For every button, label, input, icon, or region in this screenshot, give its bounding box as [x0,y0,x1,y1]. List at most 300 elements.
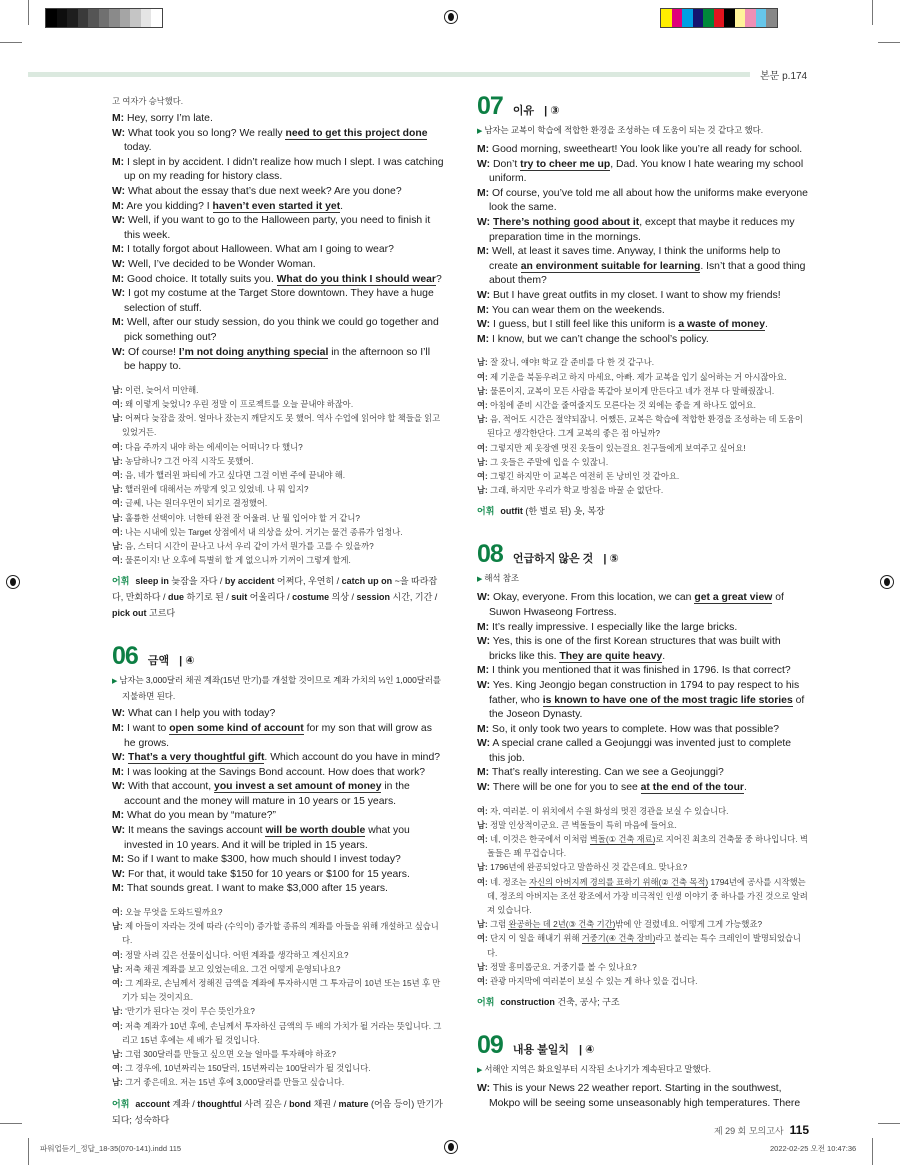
dialogue-line [112,185,444,200]
dialogue-line [477,143,809,158]
line-text: 그렇긴 하지만 이 교복은 여전히 돈 낭비인 것 같아요. [490,470,680,481]
vocab-meaning: (어음 등이) 만기가 되다; 성숙하다 [112,1098,443,1125]
dialogue-line [477,1082,809,1111]
dialogue-line [477,781,809,796]
vocab-label: 어휘 [112,1098,130,1109]
color-swatch [151,9,162,27]
question-type: 이유 [512,105,535,117]
speaker-label: 여: [112,526,123,537]
vocab-term: outfit [500,506,523,517]
color-swatch [57,9,68,27]
dialogue-line [477,723,809,738]
key-phrase: is known to have one of the most tragic life stories [542,694,793,706]
dialogue-line [477,832,809,860]
q05-intro: 고 여자가 승낙했다. [112,96,184,106]
line-text: 물론이지! 난 오후에 특별히 할 게 없으니까 기꺼이 그렇게 할게. [125,555,351,566]
vocab-term: session [356,592,391,603]
speaker-label: 남: [112,384,123,395]
line-text: But I have great outfits in my closet. I want to show my friends! [492,289,781,301]
color-swatch [766,9,777,27]
line-text: 음, 스터디 시간이 끝나고 나서 우리 같이 가서 뭔가를 고를 수 있을까? [125,540,374,551]
q06-translation [112,905,444,1090]
color-swatch [735,9,746,27]
speaker-label: 여: [112,907,123,918]
vocab-meaning: ~을 따라잡다, 만회하다 / [112,576,438,603]
line-text: 물론이지, 교복이 모든 사람을 똑같아 보이게 만든다고 네가 전부 다 말해줬잖니. [490,385,775,396]
speaker-label: W: [112,752,126,764]
line-text: ‘만기가 된다’는 것이 무슨 뜻인가요? [125,1006,255,1017]
line-text: What about the essay that’s due next week? Are you done? [127,185,402,197]
key-phrase: 벽돌(① 건축 재료) [589,834,656,845]
line-text: I slept in by accident. I didn’t realize how much I slept. I was catching up on my reading for history class. [124,156,444,183]
speaker-label: M: [112,854,125,866]
q07-vocab [477,503,809,519]
dialogue-line [477,455,809,469]
dialogue-line [112,127,444,156]
speaker-label: W: [477,592,491,604]
dialogue-line [112,411,444,439]
vocab-meaning: 하기로 된 / [184,592,232,603]
dialogue-line [477,960,809,974]
slug-file: 파워업듣기_정답_18-35(070-141).indd 115 [40,1144,182,1153]
q08-translation [477,804,809,989]
dialogue-line [477,679,809,723]
speaker-label: 남: [477,819,488,830]
dialogue-line [112,809,444,824]
speaker-label: M: [477,621,490,633]
dialogue-line [477,333,809,348]
dialogue-line [112,722,444,751]
dialogue-line [112,766,444,781]
dialogue-line [112,1004,444,1018]
q09-section [477,1030,809,1078]
color-swatch [703,9,714,27]
speaker-label: M: [112,883,125,895]
line-text: 그럼 [490,919,509,930]
line-text: 단지 이 일을 해내기 위해 [490,933,582,944]
left-column [112,94,444,1128]
crop-mark [28,1138,29,1165]
explanation: ▶ 해석 참조 [477,571,809,587]
speaker-label: M: [477,665,490,677]
explanation: ▶ 서해안 지역은 화요일부터 시작된 소나기가 계속된다고 말했다. [477,1062,809,1078]
speaker-label: 여: [477,976,488,987]
color-swatch [714,9,725,27]
dialogue-line [112,511,444,525]
q05-dialogue [112,112,444,375]
key-phrase: There’s nothing good about it [492,216,640,228]
dialogue-line [112,525,444,539]
line-text: Well, at least it saves time. Anyway, I think the uniforms help to create [489,246,781,272]
crop-mark [872,1138,873,1165]
vocab-meaning: (한 벌로 된) 옷, 복장 [522,506,605,517]
dialogue-line [477,875,809,918]
color-swatch [756,9,767,27]
line-text: This is your News 22 weather report. Starting in the southwest, Mokpo will be seeing some unseasonably high temperatures. There [489,1083,801,1109]
line-text: 밖에 안 걸렸네요. 어떻게 그게 가능했죠? [615,919,763,930]
line-text: I want to [127,722,170,734]
line-text: 왜 이렇게 늦었니? 우린 정말 이 프로젝트를 오늘 끝내야 하잖아. [125,398,354,409]
question-type: 언급하지 않은 것 [512,553,594,566]
color-swatch [661,9,672,27]
speaker-label: 남: [477,485,488,496]
key-phrase: a waste of money [678,319,765,331]
speaker-label: 남: [477,862,488,873]
dialogue-line [112,468,444,482]
speaker-label: W: [112,868,126,880]
dialogue-line [112,824,444,853]
line-text: . [743,782,747,794]
dialogue-line [477,187,809,216]
dialogue-line [477,860,809,874]
speaker-label: M: [112,722,125,734]
crop-mark [872,0,873,25]
line-text: 자, 여러분. 이 위치에서 수원 화성의 멋진 경관을 보실 수 있습니다. [490,805,729,816]
dialogue-line [477,318,809,333]
line-text: What can I help you with today? [127,708,276,720]
vocab-meaning: 고르다 [146,608,176,619]
line-text: 오늘 무엇을 도와드릴까요? [125,907,223,918]
line-text: , Dad. You know I hate wearing my school uniform. [489,158,804,185]
speaker-label: 여: [112,949,123,960]
dialogue-line [112,156,444,185]
speaker-label: 여: [477,876,488,887]
dialogue-line [112,200,444,215]
line-text: 훌륭한 선택이야. 너한테 완전 잘 어울려. 난 뭘 입어야 할 거 같니? [125,512,361,523]
speaker-label: M: [477,144,490,155]
answer: | ⑤ [603,553,619,566]
crop-mark [28,0,29,25]
speaker-label: M: [477,304,490,316]
speaker-label: 여: [112,1063,123,1074]
dialogue-line [112,976,444,1004]
q09-dialogue [477,1082,809,1111]
speaker-label: 남: [112,921,123,932]
line-text: in the account and the money will mature in 10 years or 15 years. [124,781,410,807]
q05-translation [112,383,444,568]
dialogue-line [112,258,444,273]
dialogue-line [112,214,444,243]
line-text: . Which account do you have in mind? [264,752,441,764]
line-text: I totally forgot about Halloween. What am I going to wear? [127,244,394,256]
line-text: 제 기운을 북돋우려고 하지 마세요, 아빠. 제가 교복을 입기 싫어하는 거 아시잖아요. [490,371,787,382]
registration-mark-icon [444,1140,458,1154]
dialogue-line [112,707,444,722]
color-swatch [109,9,120,27]
line-text: 그래, 하지만 우리가 학교 방침을 바꿀 순 없단다. [490,485,664,496]
speaker-label: M: [112,810,125,822]
page-reference: 본문 p.174 [760,71,808,82]
line-text: 정말 흥미롭군요. 거중기를 볼 수 있나요? [490,961,637,972]
key-phrase: try to cheer me up [520,158,611,170]
speaker-label: 여: [477,805,488,816]
speaker-label: W: [112,127,126,139]
answer: | ③ [544,105,560,117]
speaker-label: M: [477,187,490,199]
slug-date: 2022-02-25 오전 10:47:36 [770,1144,857,1153]
question-type: 금액 [147,655,170,668]
line-text: 농담하니? 그건 아직 시작도 못했어. [125,455,254,466]
speaker-label: 남: [477,357,488,368]
dialogue-line [112,397,444,411]
line-text: It’s really impressive. I especially like the large bricks. [492,621,738,633]
dialogue-line [112,919,444,947]
speaker-label: W: [477,216,491,228]
speaker-label: 남: [477,961,488,972]
speaker-label: W: [112,781,126,793]
line-text: 아침에 준비 시간을 줄여줄지도 모른다는 것 외에는 좋을 게 하나도 없어요. [490,399,756,410]
q08-section [477,539,809,587]
line-text: ? [435,273,442,285]
line-text: of the Joseon Dynasty. [489,694,805,721]
dialogue-line [477,370,809,384]
dialogue-line [112,440,444,454]
vocab-term: pick out [112,608,147,619]
dialogue-line [477,635,809,664]
dialogue-line [112,539,444,553]
right-column [477,91,809,1137]
line-text: 잘 잤니, 얘야! 학교 갈 준비를 다 한 것 같구나. [490,357,655,368]
line-text: in the afternoon so I’ll be happy to. [124,346,431,373]
dialogue-line [112,1019,444,1047]
line-text: Of course! [127,346,179,358]
line-text: You can wear them on the weekends. [491,304,665,316]
speaker-label: 여: [112,978,123,989]
color-swatch [724,9,735,27]
speaker-label: 여: [477,399,488,410]
vocab-meaning: 채권 / [311,1098,339,1109]
line-text: 라고 불리는 특수 크레인이 발명되었습니다. [487,933,801,958]
key-phrase: haven’t even started it yet [212,200,341,212]
color-swatch [745,9,756,27]
q08-vocab [477,994,809,1010]
dialogue-line [112,780,444,809]
line-text: today. [124,142,152,154]
q08-dialogue [477,591,809,795]
line-text: of Suwon Hwaseong Fortress. [489,592,784,618]
key-phrase: need to get this project done [285,127,428,139]
color-swatch [120,9,131,27]
speaker-label: W: [112,346,126,358]
line-text: Hey, sorry I’m late. [127,113,213,124]
dialogue-line [112,273,444,288]
line-text: Well, after our study session, do you think we could go together and pick something out? [124,317,439,343]
vocab-term: due [167,592,184,603]
line-text: 음, 적어도 시간은 절약되잖니. 어쨌든, 교복은 학습에 적합한 환경을 조성하는 데 도움이 된다고 생각한단다. 그게 교복의 좋은 점 아닐까? [487,414,803,439]
line-text: A special crane called a Geojunggi was invented just to complete this job. [489,738,792,764]
key-phrase: an environment suitable for learning [520,260,701,272]
vocab-meaning: 늦잠을 자다 / [168,576,225,587]
dialogue-line [477,591,809,620]
speaker-label: W: [477,679,491,691]
line-text: It means the savings account [127,825,266,837]
crop-mark [0,42,22,43]
dialogue-line [112,1047,444,1061]
line-text: 그렇지만 제 옷장엔 멋진 옷들이 있는걸요. 친구들에게 보여주고 싶어요! [490,442,746,453]
speaker-label: 남: [477,385,488,396]
line-text: 저축 계좌가 10년 후에, 손님께서 투자하신 금액의 두 배의 가치가 될 거라는 뜻입니다. 그리고 15년 후에는 세 배가 될 것입니다. [122,1020,442,1045]
speaker-label: W: [112,185,126,197]
line-text: 다음 주까지 내야 하는 에세이는 어떠니? 다 했니? [125,441,303,452]
dialogue-line [477,158,809,187]
line-text: 음, 네가 핼러윈 파티에 가고 싶다면 그걸 이번 주에 끝내야 해. [125,469,346,480]
line-text: for my son that will grow as he grows. [124,722,432,749]
explanation: ▶ 남자는 3,000달러 채권 계좌(15년 만기)를 개설할 것이므로 계좌 가치의 ⅓인 1,000달러를 지불하면 된다. [112,673,444,703]
line-text: Well, I’ve decided to be Wonder Woman. [127,258,316,270]
question-heading [477,539,809,569]
vocab-label: 어휘 [112,576,130,587]
question-heading [477,1030,809,1060]
question-heading [112,641,444,671]
line-text: I guess, but I still feel like this uniform is [492,319,679,331]
line-text: 그럼 300달러를 만들고 싶으면 오늘 얼마를 투자해야 하죠? [125,1049,337,1060]
dialogue-line [477,412,809,440]
line-text: . [662,650,666,662]
vocab-meaning: 계좌 / [169,1098,198,1109]
color-swatch [682,9,693,27]
speaker-label: W: [112,825,126,837]
vocab-meaning: 사려 깊은 / [241,1098,290,1109]
dialogue-line [477,664,809,679]
key-phrase: I’m not doing anything special [178,346,329,358]
speaker-label: 여: [112,469,123,480]
speaker-label: M: [112,200,125,212]
line-text: what you invested in 10 years. And it will be tripled in 15 years. [124,825,410,851]
line-text: 그 계좌로, 손님께서 정해진 금액을 계좌에 투자하시면 그 투자금이 10년 또는 15년 후 만기가 되는 것이지요. [122,978,441,1003]
speaker-label: 남: [112,455,123,466]
speaker-label: M: [112,156,125,168]
key-phrase: open some kind of account [169,722,304,734]
question-heading [477,91,809,121]
speaker-label: M: [112,113,125,124]
key-phrase: 완공하는 데 2년(③ 건축 기간) [508,919,616,930]
line-text: So if I want to make $300, how much should I invest today? [127,854,401,866]
speaker-label: 여: [112,398,123,409]
color-swatch [78,9,89,27]
line-text: That’s really interesting. Can we see a Geojunggi? [491,767,724,779]
line-text: Okay, everyone. From this location, we can [492,592,695,604]
dialogue-line [112,316,444,345]
question-number: 09 [477,1031,503,1060]
line-text: . [340,200,344,212]
q07-dialogue [477,143,809,347]
speaker-label: M: [112,273,125,285]
registration-mark-icon [6,575,20,589]
header-rule [28,72,750,77]
dialogue-line [477,398,809,412]
vocab-term: construction [500,997,555,1008]
dialogue-line [477,483,809,497]
speaker-label: W: [477,636,491,648]
vocab-term: sleep in [135,576,169,587]
dialogue-line [477,304,809,319]
vocab-term: costume [292,592,330,603]
line-text: 정말 인상적이군요. 큰 벽돌들이 특히 마음에 들어요. [490,819,677,830]
speaker-label: 남: [477,919,488,930]
registration-mark-icon [880,575,894,589]
dialogue-line [112,454,444,468]
q06-section [112,641,444,703]
speaker-label: 여: [477,933,488,944]
speaker-label: W: [477,289,491,301]
speaker-label: W: [477,158,491,170]
line-text: 그거 좋은데요. 저는 15년 후에 3,000달러를 만들고 싶습니다. [125,1077,345,1088]
line-text: So, it only took two years to complete. How was that possible? [492,723,780,735]
dialogue-line [477,931,809,959]
speaker-label: 여: [477,371,488,382]
speaker-label: 남: [112,484,123,495]
dialogue-line [477,621,809,636]
line-text: 로 지어진 최초의 건축물 중 하나입니다. 벽돌들은 꽤 무겁습니다. [487,834,808,859]
speaker-label: M: [477,333,490,345]
dialogue-line [477,441,809,455]
speaker-label: 남: [112,1077,123,1088]
q06-vocab [112,1096,444,1128]
speaker-label: M: [477,723,490,735]
line-text: I know, but we can’t change the school’s policy. [492,333,709,345]
key-phrase: at the end of the tour [640,782,744,794]
vocab-meaning: 어울리다 / [247,592,293,603]
speaker-label: W: [477,1083,491,1095]
line-text: . Isn’t that a good thing about them? [489,260,806,287]
speaker-label: 여: [112,1020,123,1031]
vocab-meaning: 건축, 공사; 구조 [554,997,620,1008]
speaker-label: 남: [477,414,488,425]
line-text: 글쎄, 나는 원더우먼이 되기로 결정했어. [125,498,268,509]
line-text: Yes. King Jeongjo began construction in 1794 to pay respect to his father, who [489,679,800,706]
vocab-label: 어휘 [477,997,495,1008]
line-text: 이런, 늦어서 미안해. [125,384,199,395]
key-phrase: What do you think I should wear [276,273,436,285]
line-text: I got my costume at the Target Store downtown. They have a huge selection of stuff. [124,288,434,314]
speaker-label: M: [112,766,125,778]
speaker-label: 남: [112,413,123,424]
line-text: What do you mean by “mature?” [127,810,277,822]
dialogue-line [477,469,809,483]
speaker-label: W: [112,215,126,227]
speaker-label: 남: [112,1049,123,1060]
question-number: 07 [477,92,503,120]
line-text: 어쩌다 늦잠을 잤어. 얼마나 잤는지 깨닫지도 못 했어. 역사 수업에 읽어야 할 책들을 읽고 있었거든. [122,413,441,438]
line-text: Well, if you want to go to the Halloween party, you need to finish it this week. [124,215,431,241]
line-text: Good morning, sweetheart! You look like you’re all ready for school. [492,144,803,155]
dialogue-line [477,216,809,245]
dialogue-line [112,496,444,510]
line-text: 핼러윈에 대해서는 까맣게 잊고 있었네. 나 뭐 입지? [125,484,309,495]
speaker-label: W: [112,708,126,720]
line-text: 그 옷들은 주말에 입을 수 있잖니. [490,456,609,467]
dialogue-line [112,287,444,316]
registration-mark-icon [444,10,458,24]
line-text: 정말 사려 깊은 선물이십니다. 어떤 계좌를 생각하고 계신지요? [125,949,349,960]
line-text: With that account, [127,781,215,793]
key-phrase: 거중기(④ 건축 장비) [581,933,656,944]
line-text: 네, 이것은 한국에서 이처럼 [490,834,590,845]
line-text: , except that maybe it reduces my preparation time in the mornings. [489,216,795,243]
vocab-term: account [135,1098,170,1109]
line-text: What took you so long? We really [127,127,286,139]
speaker-label: 남: [112,1006,123,1017]
color-swatch [672,9,683,27]
speaker-label: W: [477,319,491,331]
dialogue-line [112,882,444,897]
dialogue-line [112,962,444,976]
dialogue-line [477,804,809,818]
speaker-label: M: [477,767,490,779]
line-text: Good choice. It totally suits you. [127,273,277,285]
speaker-label: W: [477,782,491,794]
color-swatch [693,9,704,27]
